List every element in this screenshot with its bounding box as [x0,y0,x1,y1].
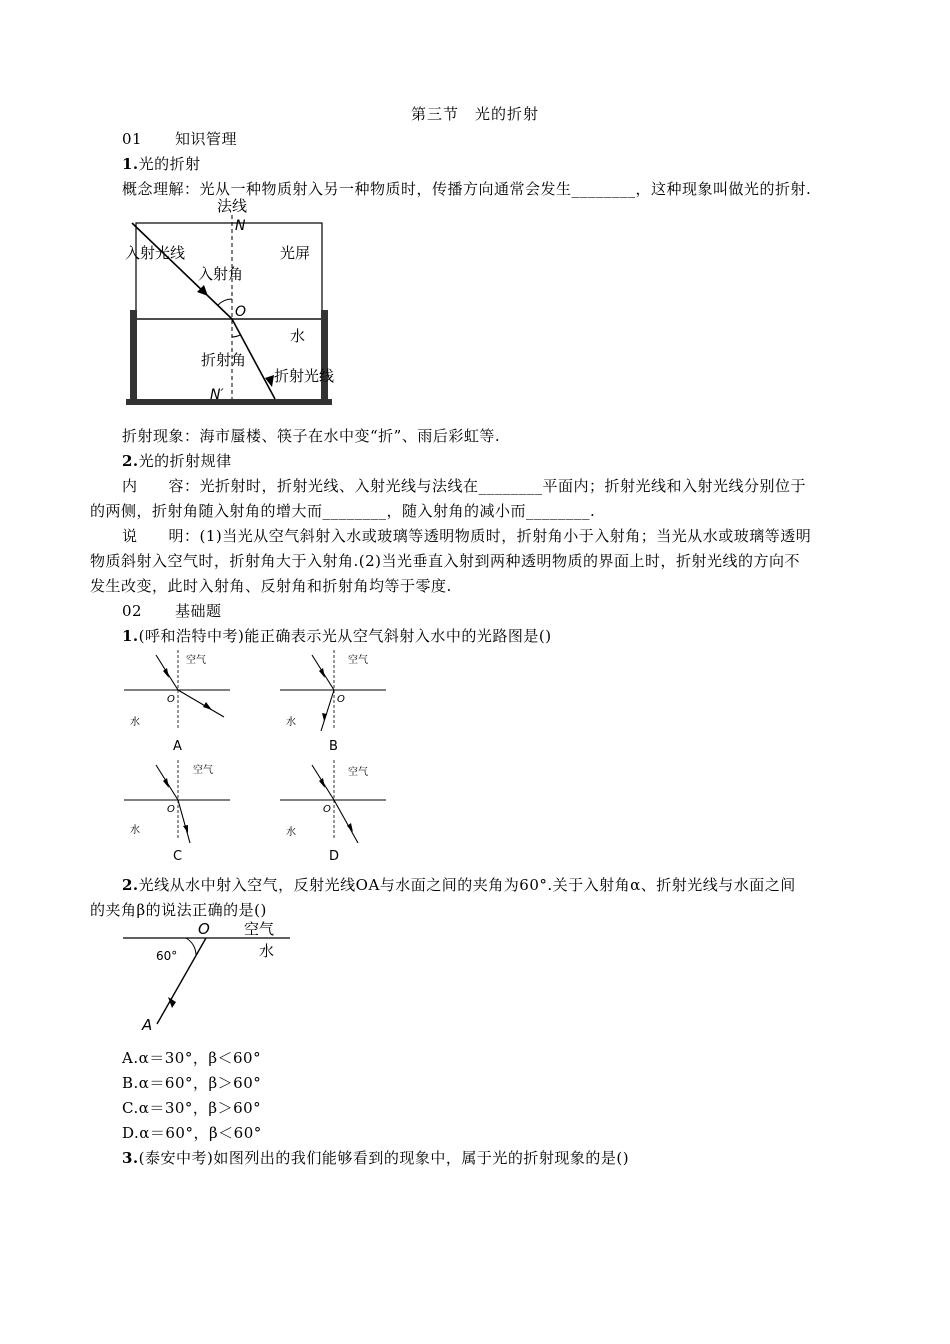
q2-choice-a: A.α＝30°，β＜60° [122,1049,262,1067]
water-label: 水 [130,717,140,728]
page-title: 第三节 光的折射 [410,105,539,123]
o-label: O [323,804,331,815]
refraction-diagram [118,195,343,410]
refraction-angle-label: 折射角 [201,351,247,369]
refracted-ray-label: 折射光线 [274,367,335,385]
tank-right-wall [321,310,328,403]
k2-heading: 光的折射规律 [138,452,232,470]
water-label: 水 [130,825,140,836]
water-label: 水 [286,717,296,728]
section-label: 基础题 [175,602,222,620]
o-label: O [167,694,175,705]
o-label: O [198,920,210,938]
q2-number: 2. [122,876,139,894]
q1-option-d-diagram [280,760,386,864]
k2-note-line2: 物质斜射入空气时，折射角大于入射角.(2)当光垂直入射到两种透明物质的界面上时，折射光线的方向不 [90,552,801,570]
water-label: 水 [290,327,306,345]
refracted-arrow [265,375,274,387]
air-label: 空气 [348,655,368,666]
a-label: A [142,1016,153,1033]
q1-text: (呼和浩特中考)能正确表示光从空气斜射入水中的光路图是() [138,627,552,645]
k2-number: 2. [122,452,139,470]
q2-stem-line2: 的夹角β的说法正确的是() [90,901,267,919]
q1-option-c-diagram [124,760,230,864]
k1-concept: 概念理解：光从一种物质射入另一种物质时，传播方向通常会发生________，这种现象叫做光的折射. [122,180,812,198]
k2-content-line1: 内 容：光折射时，折射光线、入射光线与法线在________平面内；折射光线和入射光线分别位于 [122,477,807,495]
q1-number: 1. [122,627,139,645]
q2-stem-line1 [122,873,796,898]
q2-diagram [118,918,298,1033]
k2-note-line3: 发生改变，此时入射角、反射角和折射角均等于零度. [90,577,452,595]
tank-bottom [126,399,332,405]
k2-heading-row [122,449,232,474]
n-label: N [235,218,246,234]
o-label: O [337,694,345,705]
tank-left-wall [130,310,137,403]
q2-text-line1: 光线从水中射入空气，反射光线OA与水面之间的夹角为60°.关于入射角α、折射光线与水面之间 [138,876,796,894]
air-label: 空气 [193,765,213,776]
q3-text: (泰安中考)如图列出的我们能够看到的现象中，属于光的折射现象的是() [138,1149,630,1167]
air-label: 空气 [244,920,275,938]
o-label: O [235,304,247,320]
section-label: 知识管理 [175,130,238,148]
k1-heading-row [122,152,201,177]
section-number: 01 [122,130,143,148]
q1-diagrams [118,645,408,870]
angle-label: 60° [156,949,178,963]
screen-label: 光屏 [280,244,311,262]
incident-angle-arc [218,299,232,305]
refraction-angle-arc [232,335,240,337]
q3-number: 3. [122,1149,139,1167]
n-prime-label: N′ [210,387,224,403]
incident-angle-label: 入射角 [198,265,244,283]
k2-note-line1: 说 明：(1)当光从空气斜射入水或玻璃等透明物质时，折射角小于入射角；当光从水或玻璃等透明 [122,527,812,545]
option-b-label: B [329,739,338,754]
q2-choice-b: B.α＝60°，β＞60° [122,1074,262,1092]
k1-heading: 光的折射 [138,155,201,173]
incident-ray-label: 入射光线 [125,244,186,262]
option-a-label: A [173,739,182,754]
k1-phenomena: 折射现象：海市蜃楼、筷子在水中变“折”、雨后彩虹等. [122,427,501,445]
q1-option-a-diagram [124,650,230,754]
q2-choice-d: D.α＝60°，β＜60° [122,1124,262,1142]
water-label: 水 [286,827,296,838]
q2-choice-c: C.α＝30°，β＞60° [122,1099,262,1117]
q3-stem [122,1146,629,1171]
water-label: 水 [259,942,275,960]
section-number: 02 [122,602,143,620]
o-label: O [167,804,175,815]
normal-label: 法线 [217,197,248,215]
q1-option-b-diagram [280,650,386,754]
air-label: 空气 [348,767,368,778]
k1-number: 1. [122,155,139,173]
option-d-label: D [329,849,340,864]
option-c-label: C [173,849,183,864]
angle-arc [186,938,196,955]
k2-content-line2: 的两侧，折射角随入射角的增大而________，随入射角的减小而________. [90,502,596,520]
air-label: 空气 [186,655,206,666]
